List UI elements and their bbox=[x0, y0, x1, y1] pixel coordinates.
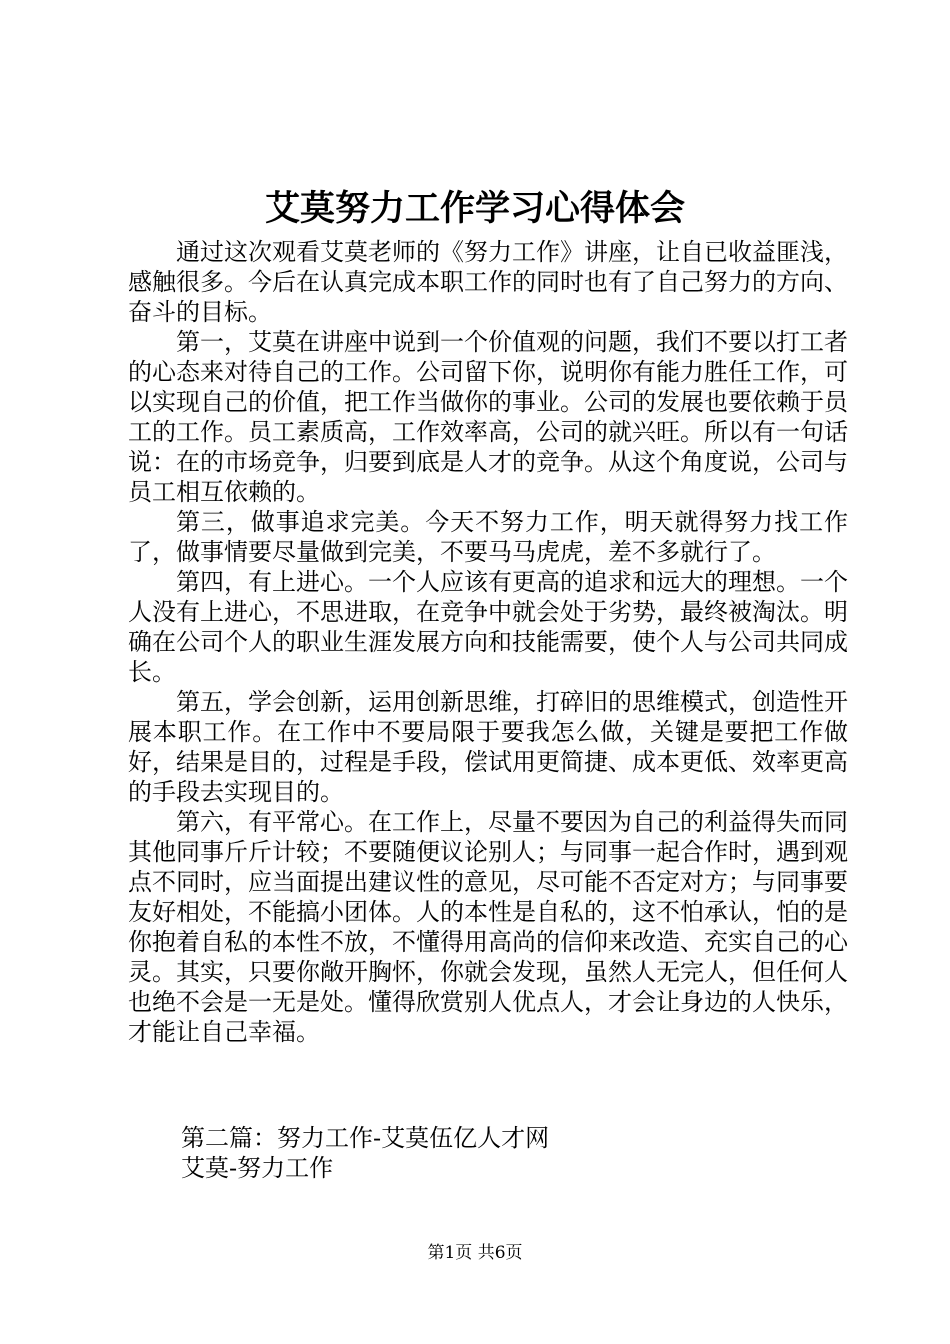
paragraph-fifth-point: 第五，学会创新，运用创新思维，打碎旧的思维模式，创造性开展本职工作。在工作中不要局限于要我怎么做，关键是要把工作做好，结果是目的，过程是手段，偿试用更简捷、成本更低、效率更高的手段去实现目的。 bbox=[128, 688, 848, 806]
paragraph-sixth-point: 第六，有平常心。在工作上，尽量不要因为自己的利益得失而同其他同事斤斤计较；不要随便议论别人；与同事一起合作时，遇到观点不同时，应当面提出建议性的意见，尽可能不否定对方；与同事要友好相处，不能搞小团体。人的本性是自私的，这不怕承认，怕的是你抱着自私的本性不放，不懂得用高尚的信仰来改造、充实自己的心灵。其实，只要你敞开胸怀，你就会发现，虽然人无完人，但任何人也绝不会是一无是处。懂得欣赏别人优点人，才会让身边的人快乐，才能让自己幸福。 bbox=[128, 808, 848, 1046]
second-section-subheading: 艾莫-努力工作 bbox=[181, 1154, 334, 1182]
paragraph-intro: 通过这次观看艾莫老师的《努力工作》讲座，让自已收益匪浅，感触很多。今后在认真完成本职工作的同时也有了自己努力的方向、奋斗的目标。 bbox=[128, 238, 848, 326]
document-title: 艾莫努力工作学习心得体会 bbox=[264, 188, 685, 229]
second-section-heading: 第二篇：努力工作-艾莫伍亿人才网 bbox=[181, 1124, 550, 1152]
paragraph-third-point: 第三，做事追求完美。今天不努力工作，明天就得努力找工作了，做事情要尽量做到完美，不要马马虎虎，差不多就行了。 bbox=[128, 508, 848, 566]
document-body bbox=[128, 237, 848, 1047]
page-number-footer: 第1页 共6页 bbox=[427, 1243, 523, 1263]
paragraph-fourth-point: 第四，有上进心。一个人应该有更高的追求和远大的理想。一个人没有上进心，不思进取，在竞争中就会处于劣势，最终被淘汰。明确在公司个人的职业生涯发展方向和技能需要，使个人与公司共同成长。 bbox=[128, 568, 848, 686]
paragraph-first-point: 第一，艾莫在讲座中说到一个价值观的问题，我们不要以打工者的心态来对待自己的工作。公司留下你，说明你有能力胜任工作，可以实现自己的价值，把工作当做你的事业。公司的发展也要依赖于员工的工作。员工素质高，工作效率高，公司的就兴旺。所以有一句话说：在的市场竞争，归要到底是人才的竞争。从这个角度说，公司与员工相互依赖的。 bbox=[128, 328, 848, 506]
second-section bbox=[181, 1123, 549, 1183]
